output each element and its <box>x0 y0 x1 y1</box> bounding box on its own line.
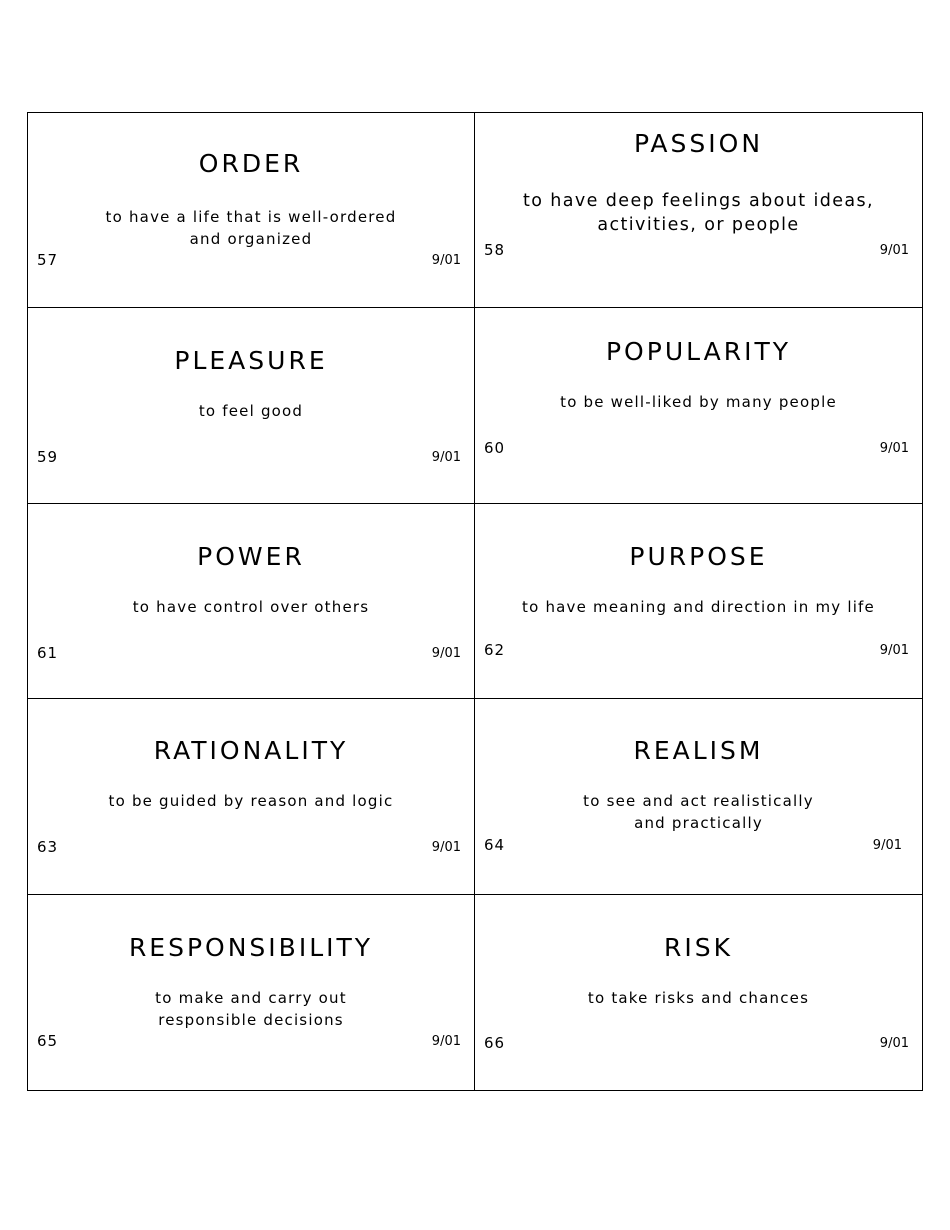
card-number: 61 <box>37 643 59 662</box>
card-title: REALISM <box>633 736 764 766</box>
value-card-order <box>28 113 475 308</box>
card-description: to have meaning and direction in my life <box>522 597 875 616</box>
value-card-responsibility <box>28 895 475 1090</box>
card-date: 9/01 <box>431 1033 461 1049</box>
card-title: RISK <box>663 932 733 962</box>
card-date: 9/01 <box>872 838 902 854</box>
card-number: 60 <box>484 439 506 458</box>
card-description: to take risks and chances <box>587 988 810 1007</box>
card-number: 63 <box>37 838 59 857</box>
card-title: RATIONALITY <box>153 736 349 766</box>
value-card-passion <box>475 113 922 308</box>
value-card-realism <box>475 699 922 894</box>
card-date: 9/01 <box>431 840 461 856</box>
card-description: to have a life that is well-ordered and organized <box>105 208 397 248</box>
card-number: 58 <box>484 241 506 259</box>
card-title: PURPOSE <box>629 541 768 571</box>
card-description: to make and carry out responsible decisions <box>155 988 347 1029</box>
card-number: 66 <box>484 1033 506 1052</box>
card-date: 9/01 <box>879 1035 909 1051</box>
card-title: ORDER <box>198 149 304 178</box>
card-description: to have control over others <box>132 597 370 616</box>
value-card-risk <box>475 895 922 1090</box>
card-number: 57 <box>37 251 59 269</box>
card-description: to feel good <box>198 402 304 421</box>
card-number: 64 <box>484 836 506 855</box>
card-number: 65 <box>37 1031 59 1050</box>
value-card-pleasure <box>28 308 475 503</box>
value-card-rationality <box>28 699 475 894</box>
card-date: 9/01 <box>431 645 461 661</box>
card-description: to be guided by reason and logic <box>108 792 394 811</box>
card-date: 9/01 <box>879 642 909 658</box>
value-card-purpose <box>475 504 922 699</box>
card-description: to be well-liked by many people <box>560 393 837 412</box>
card-title: PASSION <box>633 129 764 158</box>
card-sheet <box>27 112 923 1091</box>
card-date: 9/01 <box>431 450 461 466</box>
card-title: RESPONSIBILITY <box>128 932 374 962</box>
card-date: 9/01 <box>879 441 909 457</box>
card-description: to see and act realistically and practically <box>583 792 814 833</box>
value-card-popularity <box>475 308 922 503</box>
card-date: 9/01 <box>431 253 461 268</box>
card-title: PLEASURE <box>174 346 328 376</box>
card-number: 59 <box>37 448 59 467</box>
card-date: 9/01 <box>879 243 909 258</box>
card-title: POWER <box>197 541 305 571</box>
value-card-power <box>28 504 475 699</box>
card-description: to have deep feelings about ideas, activities, or people <box>522 191 875 235</box>
card-number: 62 <box>484 640 506 659</box>
card-title: POPULARITY <box>605 337 792 367</box>
